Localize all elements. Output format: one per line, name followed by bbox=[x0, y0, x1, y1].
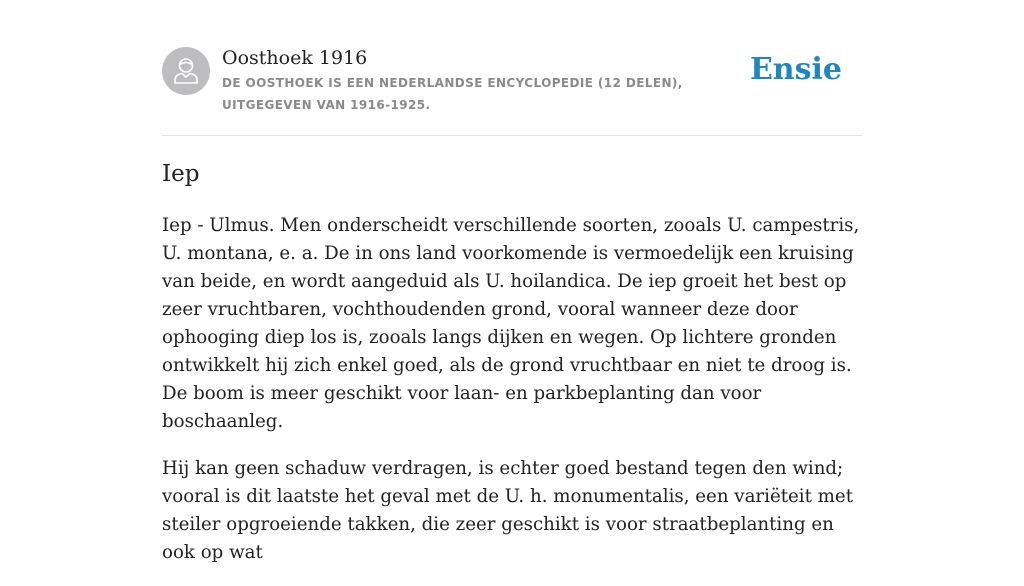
divider bbox=[162, 135, 862, 136]
article-paragraph: Hij kan geen schaduw verdragen, is echter goed bestand tegen den wind; vooral is dit laatste het geval met de U. h. monumentalis, een variëteit met steiler opgroeiende takken, die zeer geschikt is voor straatbeplanting en ook op wat bbox=[162, 458, 853, 563]
source-header bbox=[162, 46, 862, 135]
source-title[interactable]: Oosthoek 1916 bbox=[222, 47, 368, 69]
source-description: DE OOSTHOEK IS EEN NEDERLANDSE ENCYCLOPEDIE (12 DELEN), UITGEGEVEN VAN 1916-1925. bbox=[222, 76, 683, 112]
avatar[interactable] bbox=[162, 47, 210, 95]
user-icon bbox=[162, 47, 210, 95]
entry-title: Iep bbox=[162, 161, 200, 187]
article-paragraph: Iep - Ulmus. Men onderscheidt verschillende soorten, zooals U. campestris, U. montana, e. a. De in ons land voorkomende is vermoedelijk een kruising van beide, en wordt aangeduid als U. hoilandica. De iep groeit het best op zeer vruchtbaren, vochthoudenden grond, vooral wanneer deze door ophooging diep los is, zooals langs dijken en wegen. Op lichtere gronden ontwikkelt hij zich enkel goed, als de grond vruchtbaar en niet te droog is. De boom is meer geschikt voor laan- en parkbeplanting dan voor boschaanleg. bbox=[162, 215, 860, 432]
article-body bbox=[162, 212, 864, 586]
brand-logo[interactable]: Ensie bbox=[749, 52, 842, 87]
